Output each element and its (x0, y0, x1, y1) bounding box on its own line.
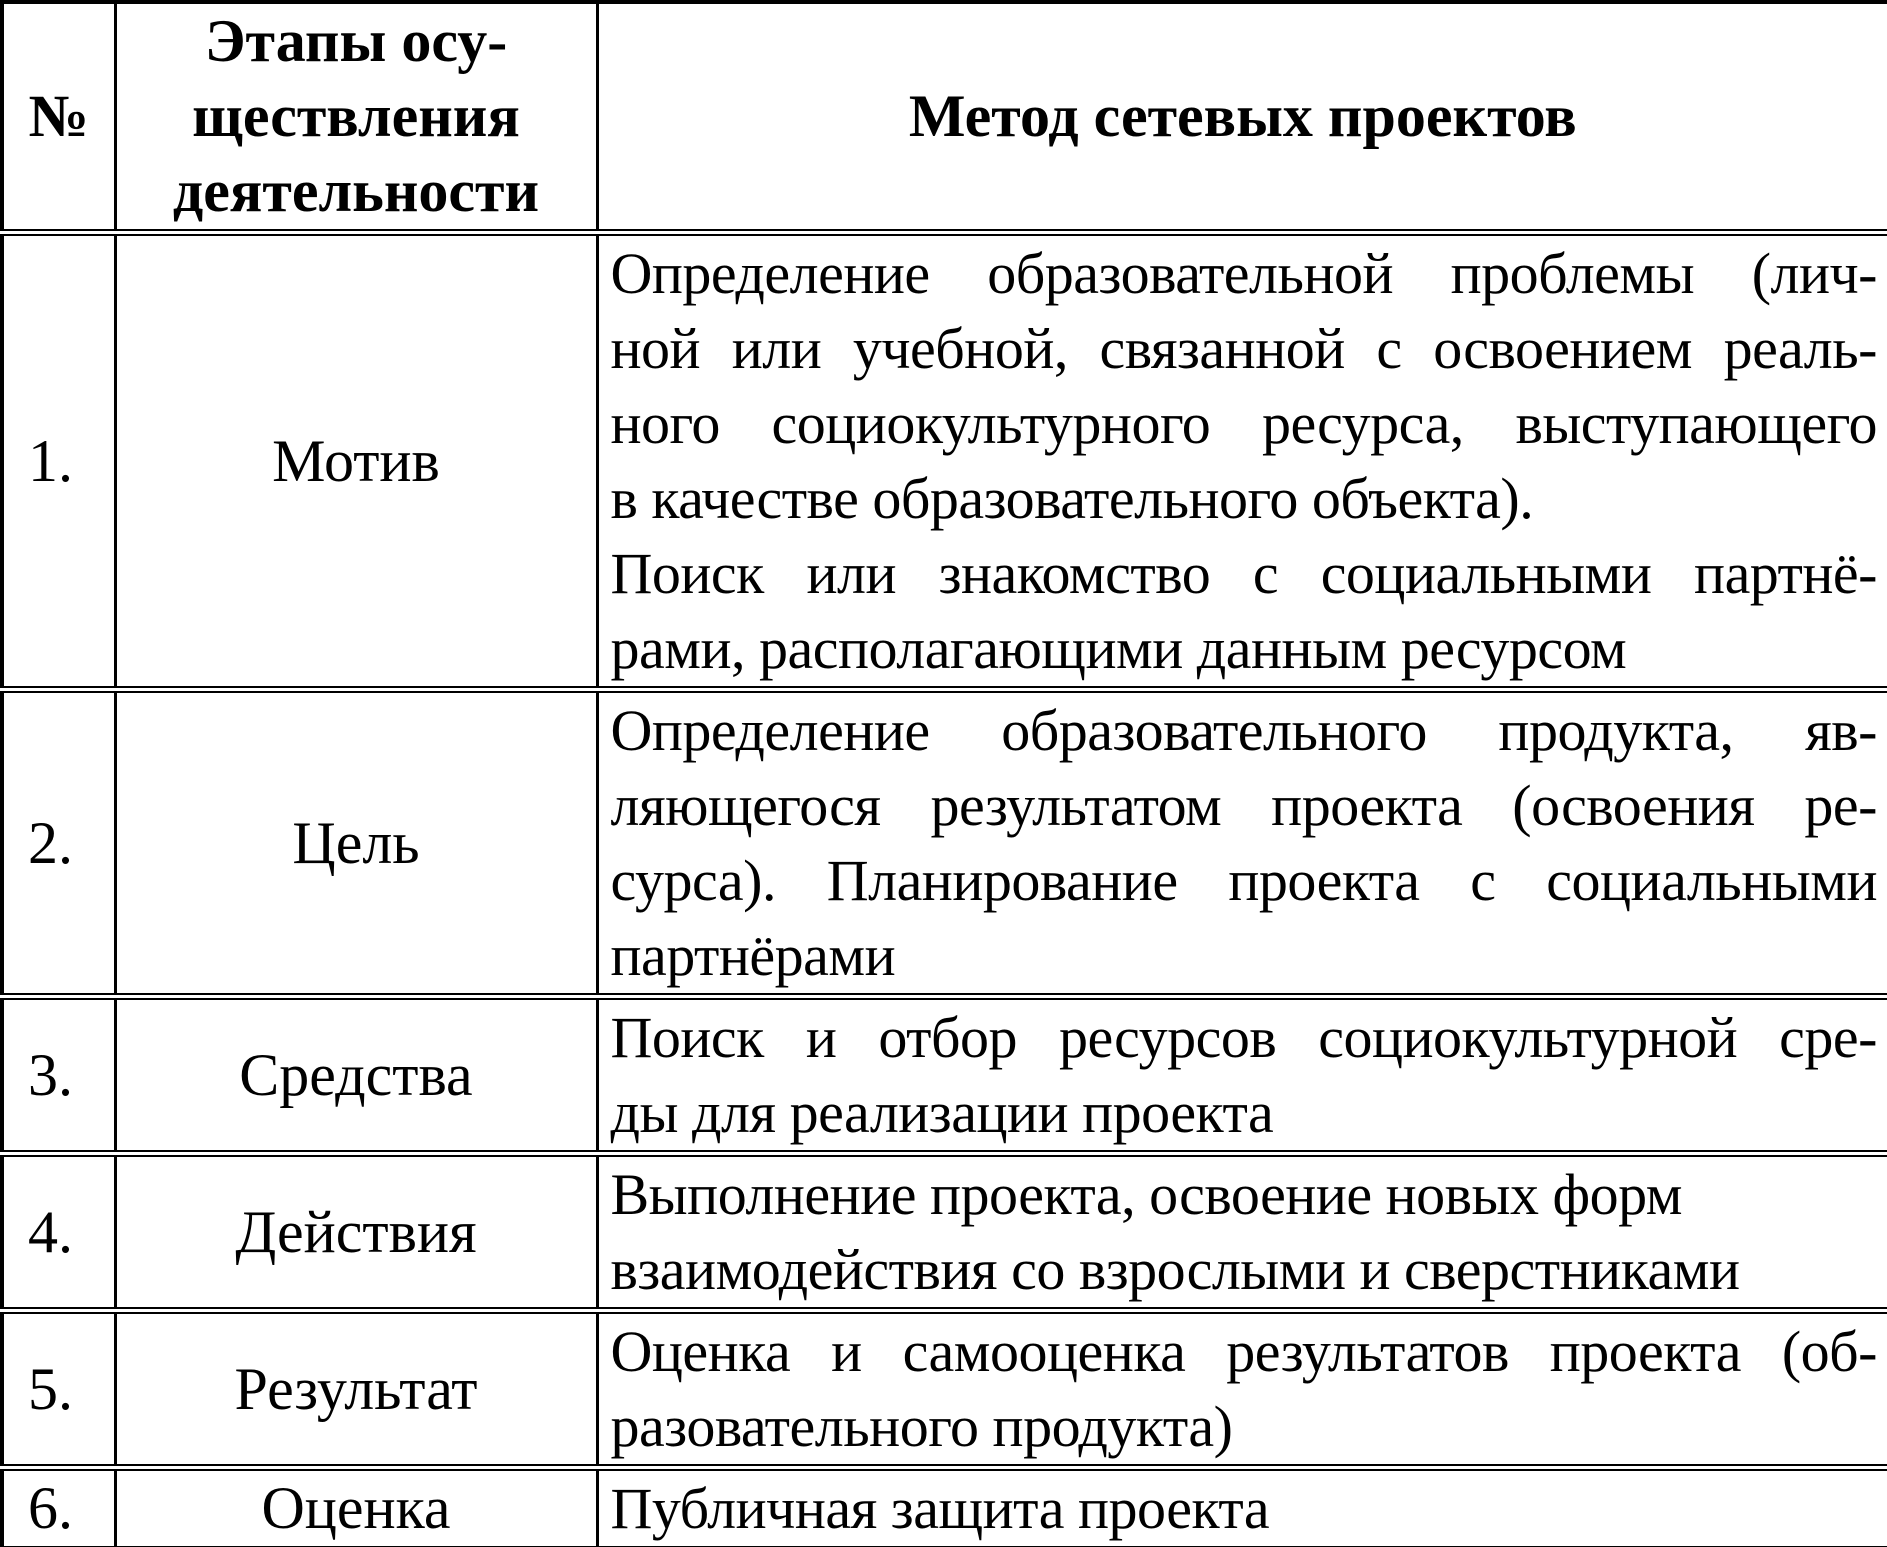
text-line: Поиск или знакомство с социальными партнё- (610, 541, 1877, 606)
row-number: 5. (2, 1311, 115, 1468)
text-line: Оценка и самооценка результатов проекта (об- (610, 1319, 1877, 1384)
stage-label: Результат (115, 1311, 597, 1468)
table-row (2, 1468, 1887, 1547)
row-number: 6. (2, 1468, 115, 1547)
text-line: ной или учебной, связанной с освоением реаль- (610, 316, 1877, 381)
text-line: ляющегося результатом проекта (освоения ре- (610, 773, 1877, 838)
text-line: Определение образовательной проблемы (лич- (610, 241, 1877, 306)
method-text (597, 1154, 1887, 1311)
text-line: деятельности (172, 158, 540, 224)
text-line: партнёрами (610, 923, 896, 988)
text-line: взаимодействия со взрослыми и сверстниками (610, 1237, 1740, 1302)
text-line: Этапы осу- (204, 8, 508, 74)
stage-label: Средства (115, 997, 597, 1154)
method-text (597, 1468, 1887, 1547)
method-text (597, 233, 1887, 690)
row-number: 3. (2, 997, 115, 1154)
table-row (2, 997, 1887, 1154)
text-line: Публичная защита проекта (610, 1476, 1270, 1541)
stage-label: Цель (115, 690, 597, 997)
text-line: Поиск и отбор ресурсов социокультурной сре- (610, 1005, 1877, 1070)
header-stage (115, 2, 597, 233)
header-method: Метод сетевых проектов (597, 2, 1887, 233)
header-row (2, 2, 1887, 233)
method-text (597, 997, 1887, 1154)
text-line: разовательного продукта) (610, 1394, 1233, 1459)
method-text (597, 690, 1887, 997)
row-number: 2. (2, 690, 115, 997)
text-line: ды для реализации проекта (610, 1080, 1274, 1145)
row-number: 4. (2, 1154, 115, 1311)
header-num: № (2, 2, 115, 233)
stage-label: Мотив (115, 233, 597, 690)
table-row (2, 233, 1887, 690)
row-number: 1. (2, 233, 115, 690)
stage-label: Оценка (115, 1468, 597, 1547)
text-line: Выполнение проекта, освоение новых форм (610, 1162, 1682, 1227)
table-row (2, 1311, 1887, 1468)
text-line: ществления (192, 83, 520, 149)
text-line: Определение образовательного продукта, яв- (610, 698, 1877, 763)
stage-label: Действия (115, 1154, 597, 1311)
text-line: в качестве образовательного объекта). (610, 466, 1534, 531)
method-text (597, 1311, 1887, 1468)
table-row (2, 690, 1887, 997)
table-row (2, 1154, 1887, 1311)
text-line: ного социокультурного ресурса, выступающего (610, 391, 1877, 456)
text-line: сурса). Планирование проекта с социальными (610, 848, 1877, 913)
text-line: рами, располагающими данным ресурсом (610, 616, 1627, 681)
